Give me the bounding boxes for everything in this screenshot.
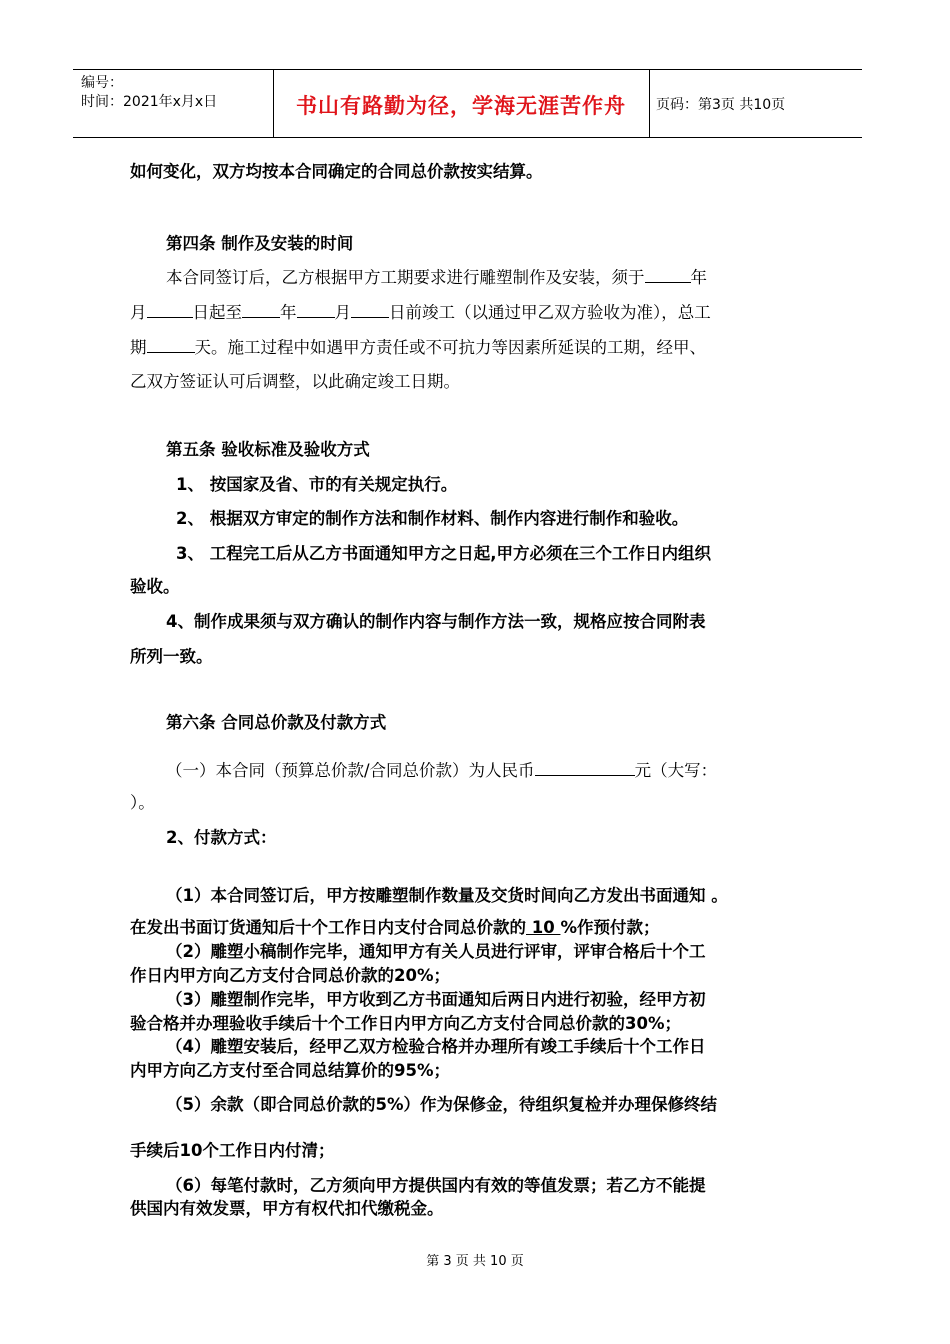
text-line: 内甲方向乙方支付至合同总结算价的95%； <box>130 1061 450 1080</box>
blank-field <box>147 336 195 353</box>
header-meta <box>81 74 217 112</box>
article-4-title: 第四条 制作及安装的时间 <box>166 234 354 253</box>
text-line: ）。 <box>130 793 155 812</box>
text-line: 4、制作成果须与双方确认的制作内容与制作方法一致，规格应按合同附表 <box>166 612 706 631</box>
blank-field <box>645 266 691 283</box>
header-page: 页码：第3页 共10页 <box>656 97 786 113</box>
blank-field <box>147 301 193 318</box>
article-6-title: 第六条 合同总价款及付款方式 <box>166 713 387 732</box>
header-divider <box>649 70 650 137</box>
blank-field <box>351 301 389 318</box>
text-line: 乙双方签证认可后调整，以此确定竣工日期。 <box>130 372 460 391</box>
blank-field <box>535 759 635 776</box>
text-line: （4）雕塑安装后，经甲乙双方检验合格并办理所有竣工手续后十个工作日 <box>166 1037 706 1056</box>
header-date: 时间：2021年x月x日 <box>81 94 218 110</box>
text-line: 期 天。施工过程中如遇甲方责任或不可抗力等因素所延误的工期，经甲、 <box>130 338 706 357</box>
header-divider <box>273 70 274 137</box>
blank-field <box>297 301 335 318</box>
text-line: （2）雕塑小稿制作完毕，通知甲方有关人员进行评审，评审合格后十个工 <box>166 942 706 961</box>
text-line: 1、 按国家及省、市的有关规定执行。 <box>176 475 458 494</box>
header-motto: 书山有路勤为径，学海无涯苦作舟 <box>296 94 626 118</box>
text-line: （3）雕塑制作完毕，甲方收到乙方书面通知后两日内进行初验，经甲方初 <box>166 990 706 1009</box>
text-line: 所列一致。 <box>130 647 213 666</box>
blank-field <box>242 301 280 318</box>
text-line: 月 日起至 年 月 日前竣工（以通过甲乙双方验收为准），总工 <box>130 303 711 322</box>
text-line: 在发出书面订货通知后十个工作日内支付合同总价款的 10 %作预付款； <box>130 918 660 937</box>
percent-value: 10 <box>526 918 561 937</box>
page-footer: 第 3 页 共 10 页 <box>426 1254 524 1269</box>
text-line: 验收。 <box>130 577 180 596</box>
text-line: 2、 根据双方审定的制作方法和制作材料、制作内容进行制作和验收。 <box>176 509 689 528</box>
text-line: （一）本合同（预算总价款/合同总价款）为人民币 元（大写： <box>166 761 718 780</box>
text-line: 手续后10个工作日内付清； <box>130 1141 335 1160</box>
header-number: 编号： <box>81 75 123 91</box>
page-header <box>73 69 862 138</box>
text-line: 3、 工程完工后从乙方书面通知甲方之日起,甲方必须在三个工作日内组织 <box>176 544 711 563</box>
text-line: 供国内有效发票，甲方有权代扣代缴税金。 <box>130 1199 444 1218</box>
article-5-title: 第五条 验收标准及验收方式 <box>166 440 370 459</box>
text-line: （1）本合同签订后，甲方按雕塑制作数量及交货时间向乙方发出书面通知 。 <box>166 886 728 905</box>
text-line: 如何变化，双方均按本合同确定的合同总价款按实结算。 <box>130 162 543 181</box>
text-line: （5）余款（即合同总价款的5%）作为保修金，待组织复检并办理保修终结 <box>166 1095 717 1114</box>
text-line: 验合格并办理验收手续后十个工作日内甲方向乙方支付合同总价款的30%； <box>130 1014 681 1033</box>
text-line: 2、付款方式： <box>166 828 277 847</box>
text-line: 本合同签订后，乙方根据甲方工期要求进行雕塑制作及安装，须于 年 <box>166 268 707 287</box>
text-line: （6）每笔付款时，乙方须向甲方提供国内有效的等值发票；若乙方不能提 <box>166 1176 706 1195</box>
text-line: 作日内甲方向乙方支付合同总价款的20%； <box>130 966 450 985</box>
